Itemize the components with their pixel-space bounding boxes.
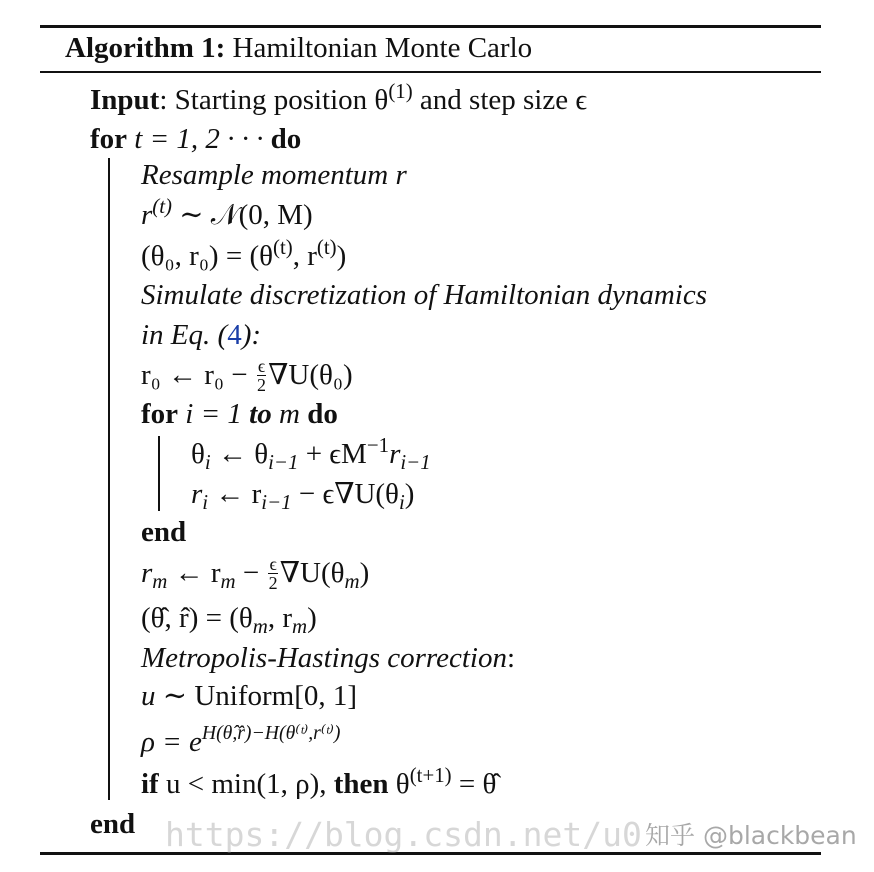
rho-exponent: H(θ̂,r̂)−H(θ⁽ᵗ⁾,r⁽ᵗ⁾) <box>201 722 341 745</box>
input-sup: (1) <box>388 79 413 104</box>
r-var: r <box>191 478 203 510</box>
momentum-sup: (t) <box>152 194 172 219</box>
uniform-range: [0, 1] <box>294 680 358 712</box>
theta-sub-im1: i−1 <box>268 449 299 474</box>
proposal-sub: m <box>252 613 268 638</box>
theta-r: r <box>389 438 401 470</box>
inner-for-expr: i = 1 <box>178 398 250 430</box>
eps-half-fraction <box>257 357 266 394</box>
algorithm-title: Hamiltonian Monte Carlo <box>232 32 533 64</box>
input-label: Input <box>90 84 160 116</box>
theta-arrow: ← θ <box>210 438 269 470</box>
frac2-num: ϵ <box>269 553 277 574</box>
input-line <box>90 79 588 118</box>
outer-end: end <box>90 808 136 840</box>
inner-end: end <box>141 516 187 548</box>
for-keyword: for <box>90 123 128 155</box>
r-sub-im1: i−1 <box>261 489 292 514</box>
header-rule <box>40 71 821 73</box>
rm-minus: − <box>235 557 267 589</box>
final-half-step-line <box>141 555 369 591</box>
in-eq-end: ): <box>241 319 262 351</box>
r-grad-sub: i <box>398 489 405 514</box>
uniform-lhs: u ∼ <box>141 680 195 712</box>
input-text: : Starting position θ <box>159 84 389 116</box>
r-close: ) <box>404 478 415 510</box>
assign-sup2: (t) <box>316 235 337 260</box>
proposal-line <box>141 600 317 636</box>
theta-plus: + ϵM <box>298 438 367 470</box>
half-step-lhs: r₀ ← r₀ − <box>141 359 255 391</box>
if-sup: (t+1) <box>409 763 452 788</box>
frac2-den: 2 <box>268 572 278 593</box>
inner-for-m: m <box>271 398 308 430</box>
simulate-comment: Simulate discretization of Hamiltonian dynamics <box>141 279 707 311</box>
if-assign: = θ̂ <box>451 768 497 800</box>
momentum-dist: ∼ 𝒩(0, M) <box>172 199 313 231</box>
inner-loop-bar <box>158 436 160 511</box>
uniform-line <box>141 678 357 714</box>
theta-update-line <box>191 433 431 474</box>
input-text2: and step size ϵ <box>412 84 588 116</box>
proposal-close: ) <box>307 602 317 634</box>
eps-half-fraction-2 <box>268 555 277 592</box>
uniform-word: Uniform <box>194 680 295 712</box>
if-keyword: if <box>141 768 159 800</box>
watermark-url: https://blog.csdn.net/u0 <box>165 815 642 854</box>
mh-comment-line <box>141 640 515 676</box>
top-rule <box>40 25 821 28</box>
assign-sup1: (t) <box>273 235 293 260</box>
mh-comment: Metropolis-Hastings correction <box>141 642 507 674</box>
r-update-line <box>191 476 414 512</box>
inner-for-keyword: for <box>141 398 179 430</box>
algorithm-label: Algorithm 1: <box>65 32 226 64</box>
assign-end: ) <box>336 240 347 272</box>
do-keyword: do <box>270 123 302 155</box>
proposal-lhs: (θ̂, r̂) = (θ <box>141 602 253 634</box>
theta-r-sub: i−1 <box>400 449 431 474</box>
rm-sub2: m <box>220 568 236 593</box>
outer-for-line <box>90 121 301 157</box>
momentum-sample-line <box>141 194 313 233</box>
outer-loop-bar <box>108 158 110 800</box>
proposal-mid: , r <box>267 602 293 634</box>
theta-var: θ <box>191 438 205 470</box>
then-keyword: then <box>333 768 389 800</box>
inner-for-line <box>141 396 338 432</box>
algorithm-header <box>65 30 532 66</box>
frac-den: 2 <box>257 374 267 395</box>
assign-lhs: (θ₀, r₀) = (θ <box>141 240 273 272</box>
rho-lhs: ρ = e <box>141 726 202 758</box>
mh-colon: : <box>506 642 516 674</box>
init-assign-line <box>141 235 347 274</box>
if-condition: u < min(1, ρ), <box>158 768 334 800</box>
watermark-brand: 知乎 @blackbean <box>645 821 857 850</box>
rm-var: r <box>141 557 153 589</box>
rm-close: ) <box>359 557 370 589</box>
for-expression: t = 1, 2 · · · <box>127 123 271 155</box>
eq-ref-line <box>141 317 261 353</box>
half-step-grad: ∇U(θ₀) <box>268 359 353 391</box>
rm-sub: m <box>152 568 168 593</box>
accept-line <box>141 763 497 802</box>
resample-comment: Resample momentum r <box>141 159 407 191</box>
theta-sub-i: i <box>204 449 211 474</box>
half-step-line <box>141 357 353 393</box>
r-arrow: ← r <box>208 478 262 510</box>
theta-inv-sup: −1 <box>366 433 390 458</box>
eq-ref-link[interactable]: 4 <box>227 319 242 351</box>
assign-mid: , r <box>292 240 317 272</box>
if-theta: θ <box>388 768 410 800</box>
r-sub-i: i <box>202 489 209 514</box>
rm-arrow: ← r <box>167 557 221 589</box>
momentum-var: r <box>141 199 153 231</box>
rm-grad: ∇U(θ <box>279 557 345 589</box>
rm-grad-sub: m <box>344 568 360 593</box>
r-minus-grad: − ϵ∇U(θ <box>291 478 399 510</box>
rho-line <box>141 724 340 760</box>
proposal-sub2: m <box>292 613 308 638</box>
to-keyword: to <box>249 398 272 430</box>
inner-do-keyword: do <box>307 398 338 430</box>
in-eq-text: in Eq. ( <box>141 319 228 351</box>
frac-num: ϵ <box>257 355 266 376</box>
